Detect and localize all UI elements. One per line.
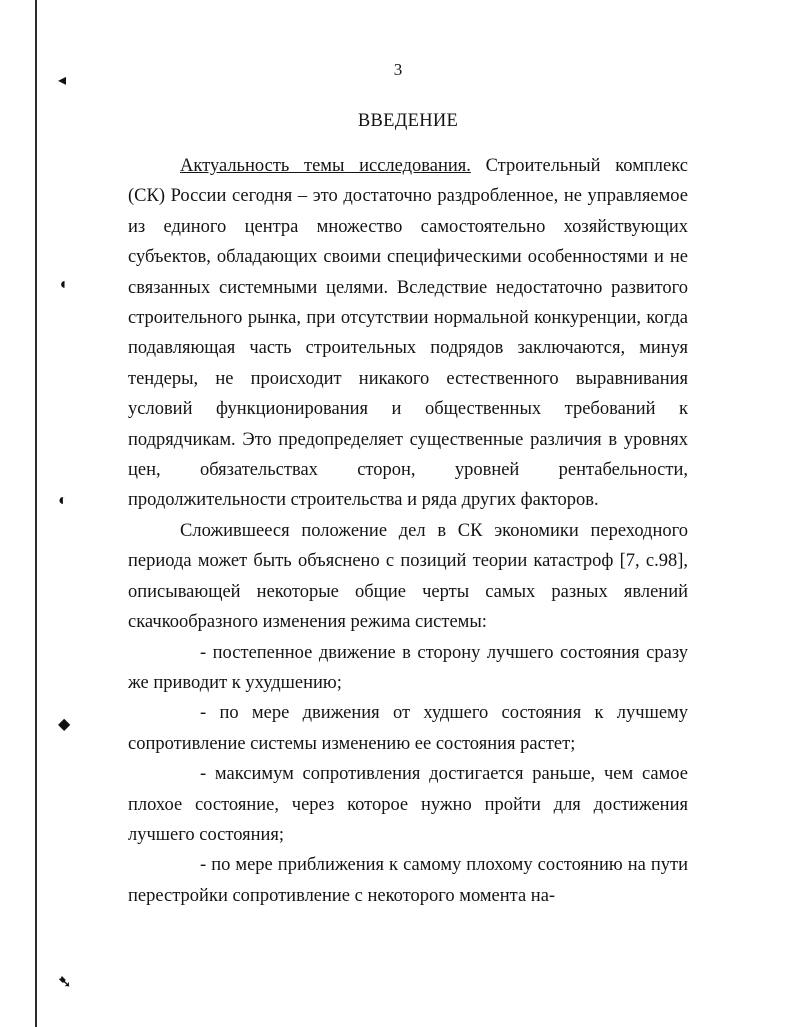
list-item: - постепенное движение в сторону лучшего состояния сразу же приводит к ухудшению; xyxy=(128,642,688,693)
relevance-label: Актуальность темы исследования. xyxy=(180,156,471,176)
paragraph-catastrophe-theory: Сложившееся положение дел в СК экономики переходного периода может быть объяснено с позиций теории катастроф [7, с.98], описывающей некоторые общие черты самых разных явлений скачкообразного изменения режима системы: xyxy=(128,520,688,633)
section-heading: ВВЕДЕНИЕ xyxy=(357,111,459,131)
list-item: - по мере движения от худшего состояния к лучшему сопротивление системы изменению ее состояния растет; xyxy=(128,703,688,754)
list-item: - по мере приближения к самому плохому состоянию на пути перестройки сопротивление с некоторого момента на- xyxy=(128,855,688,906)
margin-mark-5: ➷ xyxy=(58,974,72,991)
page-number: 3 xyxy=(393,60,403,79)
margin-mark-4: ◆ xyxy=(58,716,71,733)
margin-mark-1: ◂ xyxy=(58,72,67,89)
scan-left-border xyxy=(35,0,37,1027)
margin-mark-2: ◖ xyxy=(58,276,68,293)
relevance-text: Строительный комплекс (СК) России сегодня – это достаточно раздробленное, не управляемое из единого центра множество самостоятельно хозяйствующих субъектов, обладающих своими специфическими особенностями и не связанных системными целями. Вследствие недостаточно развитого строительного рынка, при отсутствии нормальной конкуренции, когда подавляющая часть строительных подрядов заключаются, минуя тендеры, не происходит никакого естественного выравнивания условий функционирования и общественных требований к подрядчикам. Это предопределяет существенные различия в уровнях цен, обязательствах сторон, уровней рентабельности, продолжительности строительства и ряда других факторов. xyxy=(128,156,688,511)
scan-left-border-lower xyxy=(36,995,37,1027)
margin-mark-3: ◐ xyxy=(58,492,68,509)
document-body xyxy=(128,151,688,911)
list-item: - максимум сопротивления достигается раньше, чем самое плохое состояние, через которое нужно пройти для достижения лучшего состояния; xyxy=(128,764,688,845)
paragraph-relevance xyxy=(128,151,688,516)
